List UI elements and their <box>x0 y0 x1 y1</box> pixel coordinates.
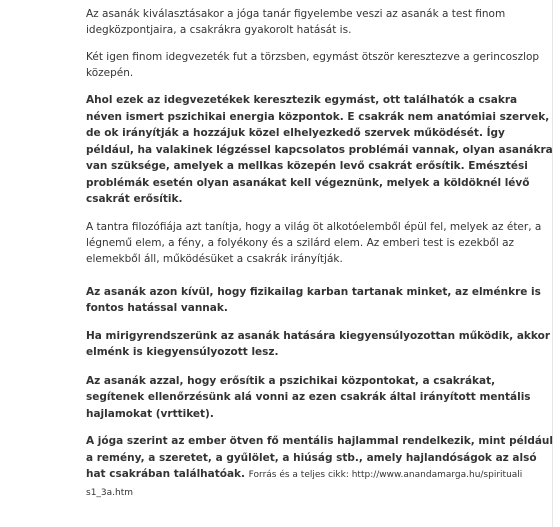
intro-paragraph: Az asanák kiválasztásakor a jóga tanár figyelembe veszi az asanák a test finom idegközpontjaira, a csakrákra gyakorolt hatását is. <box>86 8 506 36</box>
source-citation-link[interactable]: Forrás és a teljes cikk: http://www.anandamarga.hu/spirituali s1_3a.htm <box>86 470 523 498</box>
tantra-elements-paragraph: A tantra filozófiája azt tanítja, hogy a világ öt alkotóelemből épül fel, melyek az éter, a légnemű elem, a fény, a folyékony és a szilárd elem. Az emberi test is ezekből az elemekből áll, működésüket a csakrák irányítják. <box>86 220 542 265</box>
fifty-tendencies-paragraph <box>86 433 554 501</box>
mind-effect-paragraph: Az asanák azon kívül, hogy fizikailag karban tartanak minket, az elménkre is fontos hatással vannak. <box>86 285 541 314</box>
article-body <box>86 6 554 513</box>
gland-system-paragraph: Ha mirigyrendszerünk az asanák hatására kiegyensúlyozottan működik, akkor elménk is kiegyensúlyozott lesz. <box>86 329 550 358</box>
mental-tendencies-paragraph: Az asanák azzal, hogy erősítik a pszichikai központokat, a csakrákat, segítenek ellenőrzésünk alá vonni az ezen csakrák által irányított mentális hajlamokat (vrttiket). <box>86 374 531 420</box>
chakra-centers-paragraph: Ahol ezek az idegvezetékek keresztezik egymást, ott találhatók a csakra néven ismert pszichikai energia központok. E csakrák nem anatómiai szervek, de ok irányítják a hozzájuk közel elhelyezkedő szervek működését. Így például, ha valakinek légzéssel kapcsolatos problémái vannak, olyan asanákra van szüksége, amelyek a mellkas közepén levő csakrát erősítik. Emésztési problémák esetén olyan asanákat kell végeznünk, melyek a köldöknél lévő csakrát erősítik. <box>86 94 553 205</box>
nerve-channels-paragraph: Két igen finom idegvezeték fut a törzsben, egymást ötször keresztezve a gerincoszlop közepén. <box>86 51 540 79</box>
fifty-tendencies-text: A jóga szerint az ember ötven fő mentális hajlammal rendelkezik, mint például a remény, a szeretet, a gyűlölet, a hiúság stb., amely hajlandóságok az alsó hat csakrában találhatóak. <box>86 435 553 480</box>
